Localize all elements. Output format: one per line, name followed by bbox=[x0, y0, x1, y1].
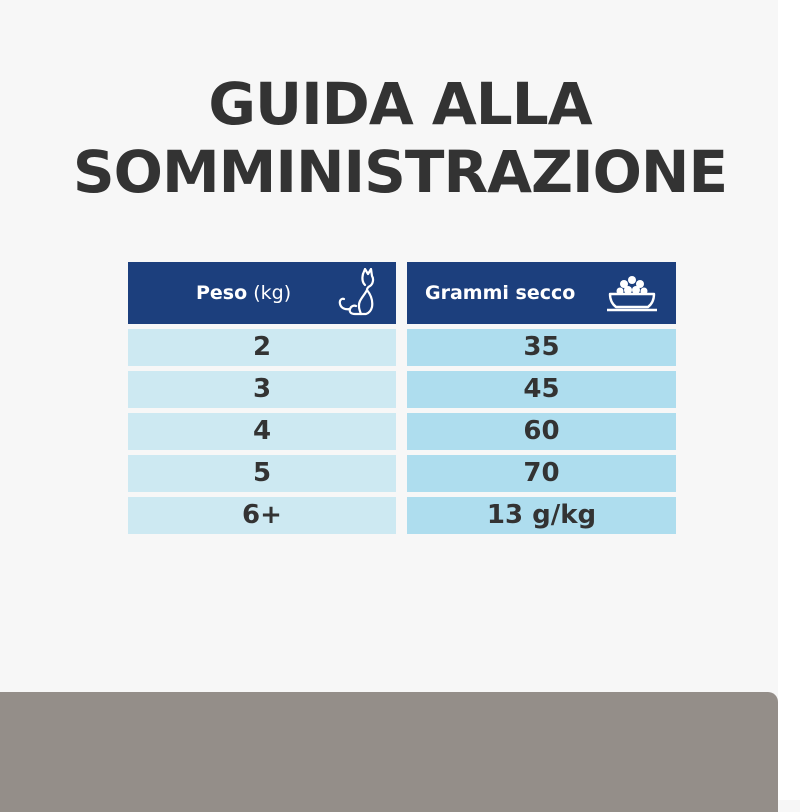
page-title bbox=[0, 70, 800, 206]
dry-grams-column bbox=[407, 262, 676, 536]
weight-column bbox=[128, 262, 396, 536]
page-title-line-1: GUIDA ALLA bbox=[208, 70, 592, 138]
weight-header-title: Peso bbox=[196, 282, 248, 304]
food-bowl-icon bbox=[604, 270, 660, 320]
weight-row: 6+ bbox=[128, 497, 396, 534]
feeding-table bbox=[128, 262, 676, 536]
dry-grams-row: 13 g/kg bbox=[407, 497, 676, 534]
dry-grams-row: 35 bbox=[407, 329, 676, 366]
dry-grams-row: 70 bbox=[407, 455, 676, 492]
dry-grams-column-header bbox=[407, 262, 676, 324]
dry-grams-row: 60 bbox=[407, 413, 676, 450]
page-title-line-2: SOMMINISTRAZIONE bbox=[72, 138, 728, 206]
weight-row: 3 bbox=[128, 371, 396, 408]
weight-column-header bbox=[128, 262, 396, 324]
footer-band bbox=[0, 692, 778, 812]
weight-header-label bbox=[196, 262, 291, 324]
dry-grams-row: 45 bbox=[407, 371, 676, 408]
weight-row: 4 bbox=[128, 413, 396, 450]
dry-grams-header-label: Grammi secco bbox=[425, 282, 576, 304]
weight-row: 2 bbox=[128, 329, 396, 366]
weight-header-unit: (kg) bbox=[253, 282, 292, 304]
cat-icon bbox=[335, 268, 379, 320]
weight-row: 5 bbox=[128, 455, 396, 492]
